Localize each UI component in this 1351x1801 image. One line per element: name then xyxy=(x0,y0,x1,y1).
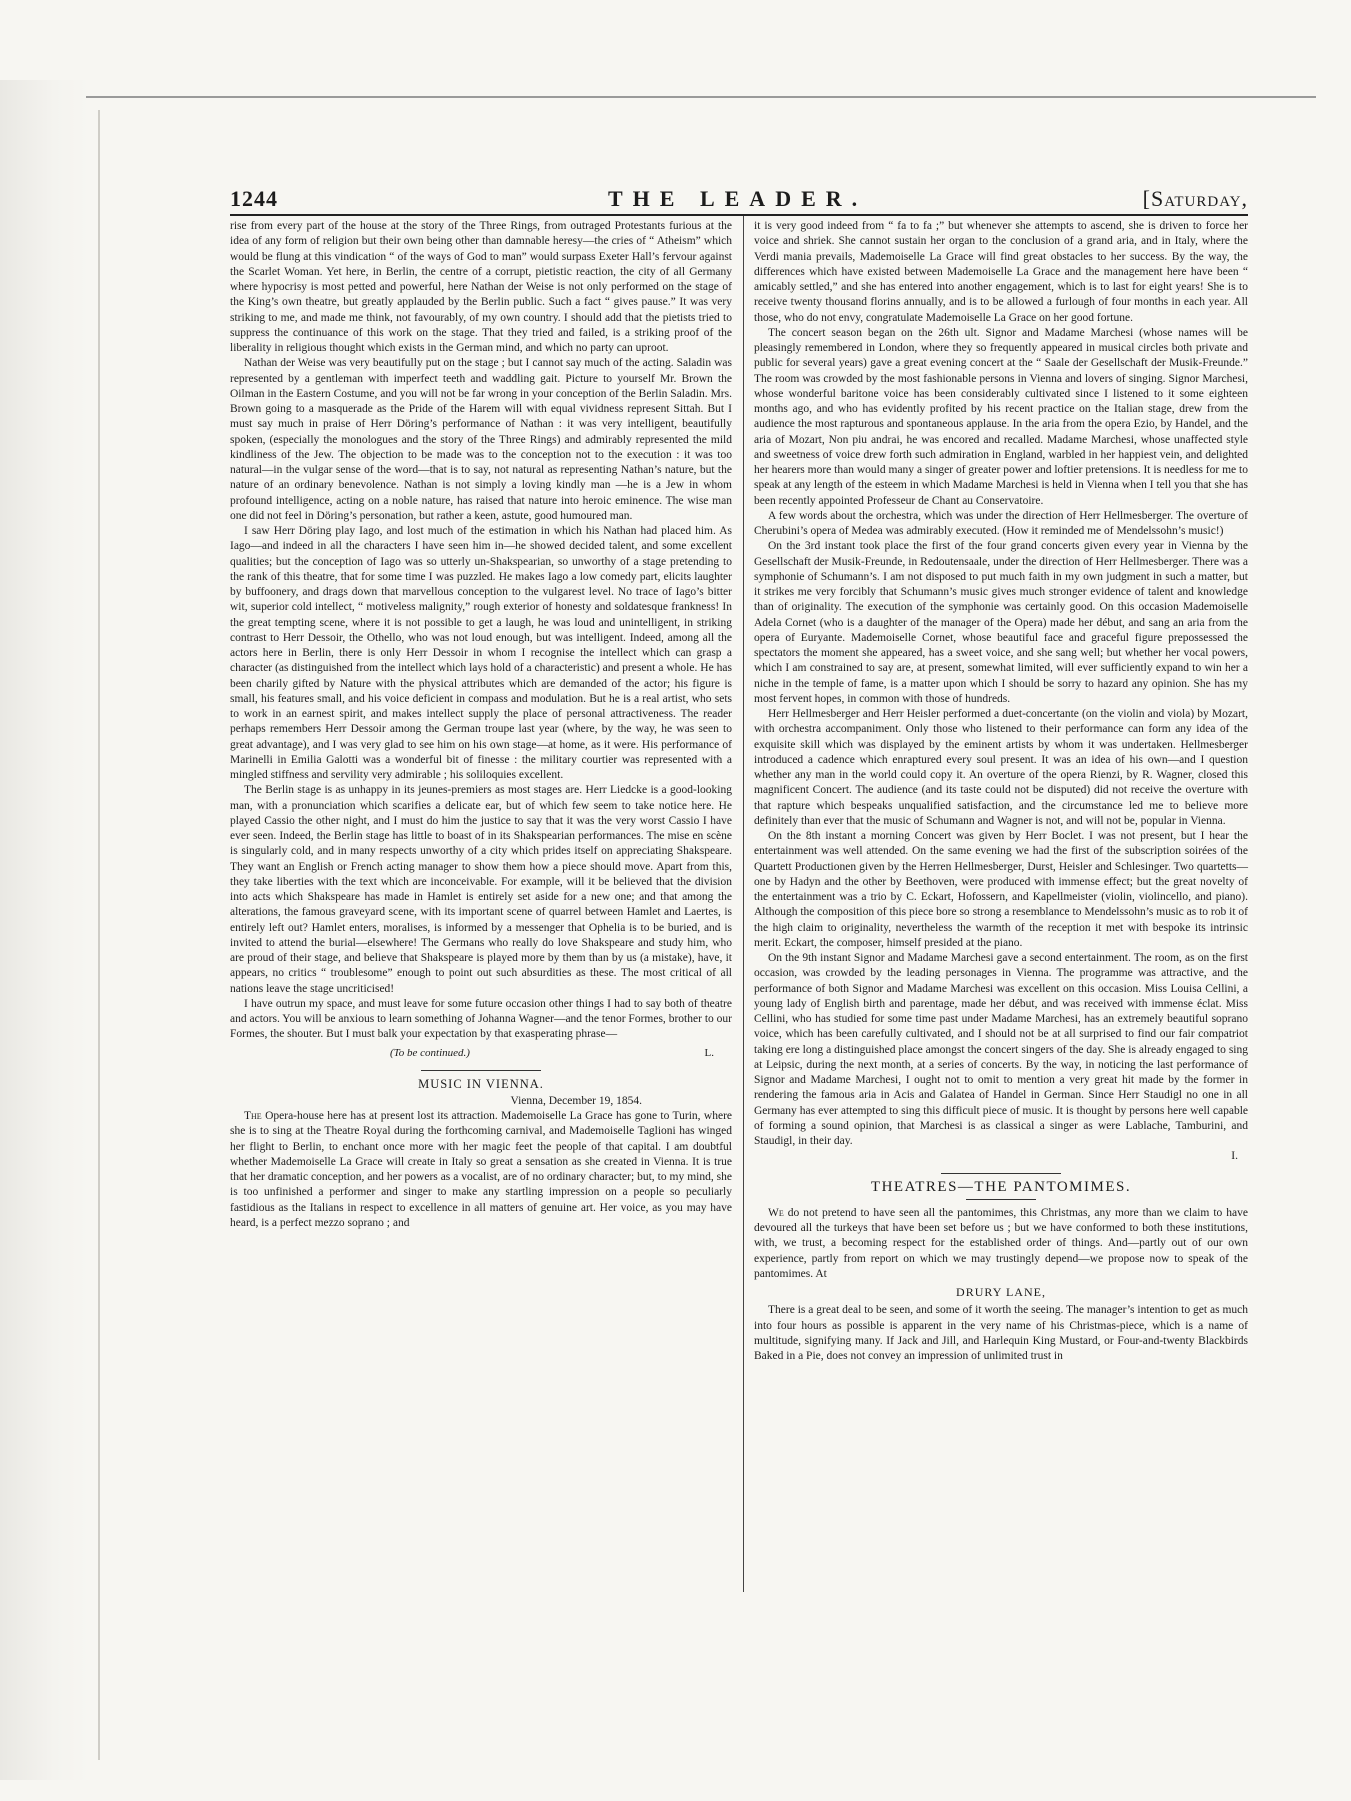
article-paragraph: On the 3rd instant took place the first of the four grand concerts given every year in Vienna by the Gesellschaft der Musik-Freunde, in Redoutensaale, under the direction of Herr Hellmesberger. There was a symphonie of Schumann’s. I am not disposed to put much faith in my own judgment in such a matter, but it strikes me very forcibly that Schumann’s music gives much stronger evidence of talent and knowledge than of originality. The execution of the symphonie was certainly good. On this occasion Mademoiselle Adela Cornet (who is a daughter of the manager of the Opera) made her début, and sang an aria from the opera of Euryante. Mademoiselle Cornet, whose beautiful face and graceful figure prepossessed the spectators the moment she appeared, has a sweet voice, and she sang well; but whether her vocal powers, which I am constrained to say are, at present, somewhat limited, will ever sufficiently expand to win her a niche in the temple of fame, is a matter upon which I should be sorry to hazard any opinion. She has my most fervent hopes, in common with those of hundreds. xyxy=(754,540,1248,705)
section-rule xyxy=(966,1199,1036,1200)
dateline: Vienna, December 19, 1854. xyxy=(510,1094,642,1107)
article-paragraph: Herr Hellmesberger and Herr Heisler performed a duet-concertante (on the violin and viola) by Mozart, with orchestra accompaniment. Only those who listened to their performance can form any idea of the exquisite skill which was displayed by the eminent artists by whom it was undertaken. Hellmesberger introduced a cadence which enraptured every soul present. It was an idea of his own—and I question whether any man in the world could copy it. An overture of the opera Rienzi, by R. Wagner, closed this magnificent Concert. The audience (and its taste could not be disputed) did not receive the overture with that rapture which bespeaks unqualified satisfaction, and the circumstance led me to believe more definitely than ever that the music of Schumann and Wagner is not, and will not be, popular in Vienna. xyxy=(754,708,1248,827)
section-title-music: MUSIC IN VIENNA. xyxy=(418,1076,544,1091)
section-title-theatres: THEATRES—THE PANTOMIMES. xyxy=(870,1178,1132,1195)
page-header xyxy=(230,186,1248,214)
article-paragraph: The Berlin stage is as unhappy in its jeunes-premiers as most stages are. Herr Liedcke is a good-looking man, with a pronunciation which scarifies a delicate ear, but of which few seem to take notice here. He played Cassio the other night, and I must do him the justice to say that it was the very worst Cassio I have ever seen. Indeed, the Berlin stage has little to boast of in its Shakspearian performances. The mise en scène is singularly cold, and in many respects unworthy of a city which prides itself on appreciating Shakspeare. They want an English or French acting manager to show them how a piece should move. Apart from this, they take liberties with the text which are inconceivable. For example, will it be believed that the division into acts which Shakspeare has made in Hamlet is entirely set aside for a new one; and that among the alterations, the famous graveyard scene, with its important scene of quarrel between Hamlet and Laertes, is entirely left out? Hamlet enters, moralises, is informed by a messenger that Ophelia is to be buried, and is invited to attend the burial—elsewhere! The Germans who really do love Shakspeare and study him, who are proud of their stage, and believe that Shakspeare is played more by them than by us (a mistake), have, it appears, no critics “ troublesome” enough to point out such absurdities as these. The most critical of all nations leave the stage uncriticised! xyxy=(230,784,732,995)
right-column xyxy=(754,219,1248,1364)
column-divider xyxy=(743,216,744,1592)
author-signature: L. xyxy=(704,1046,714,1059)
article-paragraph: Nathan der Weise was very beautifully put on the stage ; but I cannot say much of the acting. Saladin was represented by a gentleman with imperfect teeth and waddling gait. Picture to yourself Mr. Brown the Oilman in the Eastern Costume, and you will not be far wrong in your conception of the Berlin Saladin. Mrs. Brown going to a masquerade as the Pride of the Harem will with equal vividness represent Sittah. But I must say much in praise of Herr Döring’s performance of Nathan : it was very intelligent, beautifully spoken, (especially the monologues and the story of the Three Rings) and admirably represented the mild kindliness of the Jew. The objection to be made was to the conception not to the execution : it was too natural—in the vulgar sense of the word—that is to say, not natural as representing Nathan’s nature, but the nature of an ordinary benevolence. Nathan is not simply a loving kindly man —he is a Jew in whom profound intelligence, acting on a noble nature, has raised that nature into heroic eminence. The wise man one did not feel in Döring’s personation, but rather a keen, astute, good humoured man. xyxy=(230,357,732,522)
lead-word: We xyxy=(768,1206,784,1219)
author-signature: I. xyxy=(1231,1150,1238,1163)
article-paragraph: A few words about the orchestra, which was under the direction of Herr Hellmesberger. The overture of Cherubini’s opera of Medea was admirably executed. (How it reminded me of Mendelssohn’s music!) xyxy=(754,509,1248,537)
article-paragraph: On the 9th instant Signor and Madame Marchesi gave a second entertainment. The room, as on the first occasion, was crowded by the leading personages in Vienna. The programme was attractive, and the performance of both Signor and Madame Marchesi was excellent on this occasion. Miss Louisa Cellini, a young lady of English birth and parentage, made her début, and was received with immense éclat. Miss Cellini, who has studied for some time past under Madame Marchesi, has an extremely beautiful soprano voice, which has been carefully cultivated, and I should not be at all surprised to find our fair compatriot taking ere long a distinguished place amongst the concert singers of the day. She is already engaged to sing at Leipsic, during the next month, at a series of concerts. By the way, in noticing the last performance of Signor and Madame Marchesi, I ought not to omit to mention a very great hit made by the former in rendering the famous aria in Acis and Galatea of Handel in German. Since Herr Staudigl no one in all Germany has ever attempted to sing this difficult piece of music. It is thought by persons here well capable of forming a sound opinion, that Marchesi is as classical a singer as were Lablache, Tamburini, and Staudigl, in their day. xyxy=(754,952,1248,1147)
to-be-continued: (To be continued.) xyxy=(390,1046,470,1059)
article-paragraph xyxy=(754,1206,1248,1282)
article-text: do not pretend to have seen all the pantomimes, this Christmas, any more than we claim to have devoured all the turkeys that have been set before us ; but we have conformed to both these institutions, with, we trust, a becoming respect for the established order of things. And—partly out of our own experience, partly from report on which we may trustingly depend—we propose now to speak of the pantomimes. At xyxy=(754,1206,1249,1280)
article-paragraph: I have outrun my space, and must leave for some future occasion other things I had to say both of theatre and actors. You will be anxious to learn something of Johanna Wagner—and the tenor Formes, brother to our Formes, the shouter. But I must balk your expectation by that exasperating phrase— xyxy=(230,997,732,1041)
left-column xyxy=(230,219,732,1231)
masthead: THE LEADER. xyxy=(608,186,868,211)
article-paragraph: it is very good indeed from “ fa to fa ;” but whenever she attempts to ascend, she is driven to force her voice and shriek. She cannot sustain her organ to the conclusion of a grand aria, and in Italy, where the Verdi mania prevails, Mademoiselle La Grace will find great obstacles to her success. By the way, the differences which have existed between Mademoiselle La Grace and the management here have been “ amicably settled,” and she has entered into another engagement, which is to last for eight years! She is to receive twenty thousand florins annually, and is to be allowed a furlough of four months in each year. All those, who do not envy, congratulate Mademoiselle La Grace on her good fortune. xyxy=(754,220,1248,324)
header-rule xyxy=(230,214,1248,216)
page-gutter xyxy=(0,80,90,1780)
binding-line xyxy=(86,96,1316,98)
section-rule xyxy=(941,1173,1061,1174)
section-rule xyxy=(421,1070,541,1071)
page-number: 1244 xyxy=(230,186,278,211)
header-day: [Saturday, xyxy=(1142,186,1248,211)
article-paragraph: The concert season began on the 26th ult. Signor and Madame Marchesi (whose names will be pleasingly remembered in London, where they so frequently appeared in musical circles both private and public for several years) gave a great evening concert at the “ Saale der Gesellschaft der Musik-Freunde.” The room was crowded by the most fashionable persons in Vienna and lovers of singing. Signor Marchesi, whose wonderful baritone voice has been considerably cultivated since I listened to it some eighteen months ago, and who has evidently profited by his recent practice on the Italian stage, drew from the audience the most rapturous and spontaneous applause. In the aria from the opera Ezio, by Handel, and the aria of Mozart, Non piu andrai, he was encored and recalled. Madame Marchesi, whose unaffected style and sweetness of voice drew forth such admiration in England, warbled in her happiest vein, and delighted her hearers more than would many a singer of greater power and loftier pretensions. It is needless for me to speak at any length of the esteem in which Madame Marchesi is held in Vienna when I tell you that she has been recently appointed Professeur de Chant au Conservatoire. xyxy=(754,326,1248,507)
article-paragraph: There is a great deal to be seen, and some of it worth the seeing. The manager’s intention to get as much into four hours as possible is apparent in the very name of his Christmas-piece, which is a name of multitude, signifying many. If Jack and Jill, and Harlequin King Mustard, or Four-and-twenty Blackbirds Baked in a Pie, does not convey an impression of unlimited trust in xyxy=(754,1304,1248,1362)
article-paragraph: I saw Herr Döring play Iago, and lost much of the estimation in which his Nathan had placed him. As Iago—and indeed in all the characters I have seen him in—he showed decided talent, and some excellent qualities; but the conception of Iago was so utterly un-Shakspearian, so unworthy of a stage pretending to the rank of this theatre, that for some time I was puzzled. He makes Iago a low comedy part, elicits laughter by buffoonery, and drags down that marvellous conception to the vulgarest level. No trace of Iago’s bitter wit, superior cold intellect, “ motiveless malignity,” rough exterior of honesty and soldatesque frankness! In the great tempting scene, where it is not possible to get a laugh, he was loud and unintelligent, in striking contrast to Herr Dessoir, the Othello, who was not loud enough, but was intelligent. Indeed, among all the actors here in Berlin, there is only Herr Dessoir in whom I recognise the intellect which can grasp a character (as distinguished from the intellect which lays hold of a characteristic) and present a whole. He has been charily gifted by Nature with the physical attributes which are demanded of the actor; his figure is small, his features small, and his voice deficient in compass and modulation. But he is a real artist, who sets to work in an earnest spirit, and makes intellect supply the place of personal attractiveness. The reader perhaps remembers Herr Dessoir among the German troupe last year (where, by the way, he was seen to great advantage), and I was very glad to see him on his own stage—at home, as it were. His performance of Marinelli in Emilia Galotti was a wonderful bit of finesse : the military courtier was represented with a mingled stiffness and servility very admirable ; his soliloquies excellent. xyxy=(230,525,732,781)
article-paragraph: rise from every part of the house at the story of the Three Rings, from outraged Protestants furious at the idea of any form of religion but their own being other than damnable heresy—the cries of “ Atheism” which would be flung at this vindication “ of the ways of God to man” would surpass Exeter Hall’s fervour against the Scarlet Woman. Yet here, in Berlin, the centre of a corrupt, pietistic reaction, the city of all Germany where hypocrisy is most petted and powerful, here Nathan der Weise is not only performed on the stage of the King’s own theatre, but greatly applauded by the Berlin public. Such a fact “ gives pause.” It was very striking to me, and made me think, not favourably, of my own country. I should add that the pietists tried to suppress the continuance of this work on the stage. That they tried and failed, is a striking proof of the liberality in religious thought which exists in the German mind, and which no party can uproot. xyxy=(230,220,732,354)
article-text: Opera-house here has at present lost its attraction. Mademoiselle La Grace has gone to Turin, where she is to sing at the Theatre Royal during the forthcoming carnival, and Mademoiselle Taglioni has winged her flight to Berlin, to enchant once more with her magic feet the people of that capital. I am doubtful whether Mademoiselle La Grace will create in Italy so great a sensation as she created in Vienna. It is true that her dramatic conception, and her powers as a vocalist, are of no ordinary character; but, to my mind, she is too unfinished a performer and singer to make any startling impression on a people so peculiarly fastidious as the Italians in respect to excellence in all matters of genuine art. Her voice, as you may have heard, is a perfect mezzo soprano ; and xyxy=(230,1110,733,1229)
scan-edge xyxy=(98,110,100,1760)
subsection-title-drury-lane: DRURY LANE, xyxy=(956,1285,1046,1299)
lead-word: The xyxy=(244,1110,262,1122)
article-paragraph xyxy=(230,1109,732,1231)
continued-line xyxy=(230,1046,732,1062)
article-paragraph: On the 8th instant a morning Concert was given by Herr Boclet. I was not present, but I hear the entertainment was well attended. On the same evening we had the first of the subscription soirées of the Quartett Productionen given by the Herren Hellmesberger, Durst, Heisler and Schlesinger. Two quartetts—one by Hadyn and the other by Beethoven, were produced with immense effect; but the great novelty of the entertainment was a trio by C. Eckart, Hofossern, and Kapellmeister (violin, violincello, and piano). Although the composition of this piece bore so strong a resemblance to Mendelssohn’s music as to rob it of the high claim to originality, nevertheless the warmth of the reception it met with bespoke its intrinsic merit. Eckart, the composer, himself presided at the piano. xyxy=(754,830,1248,949)
